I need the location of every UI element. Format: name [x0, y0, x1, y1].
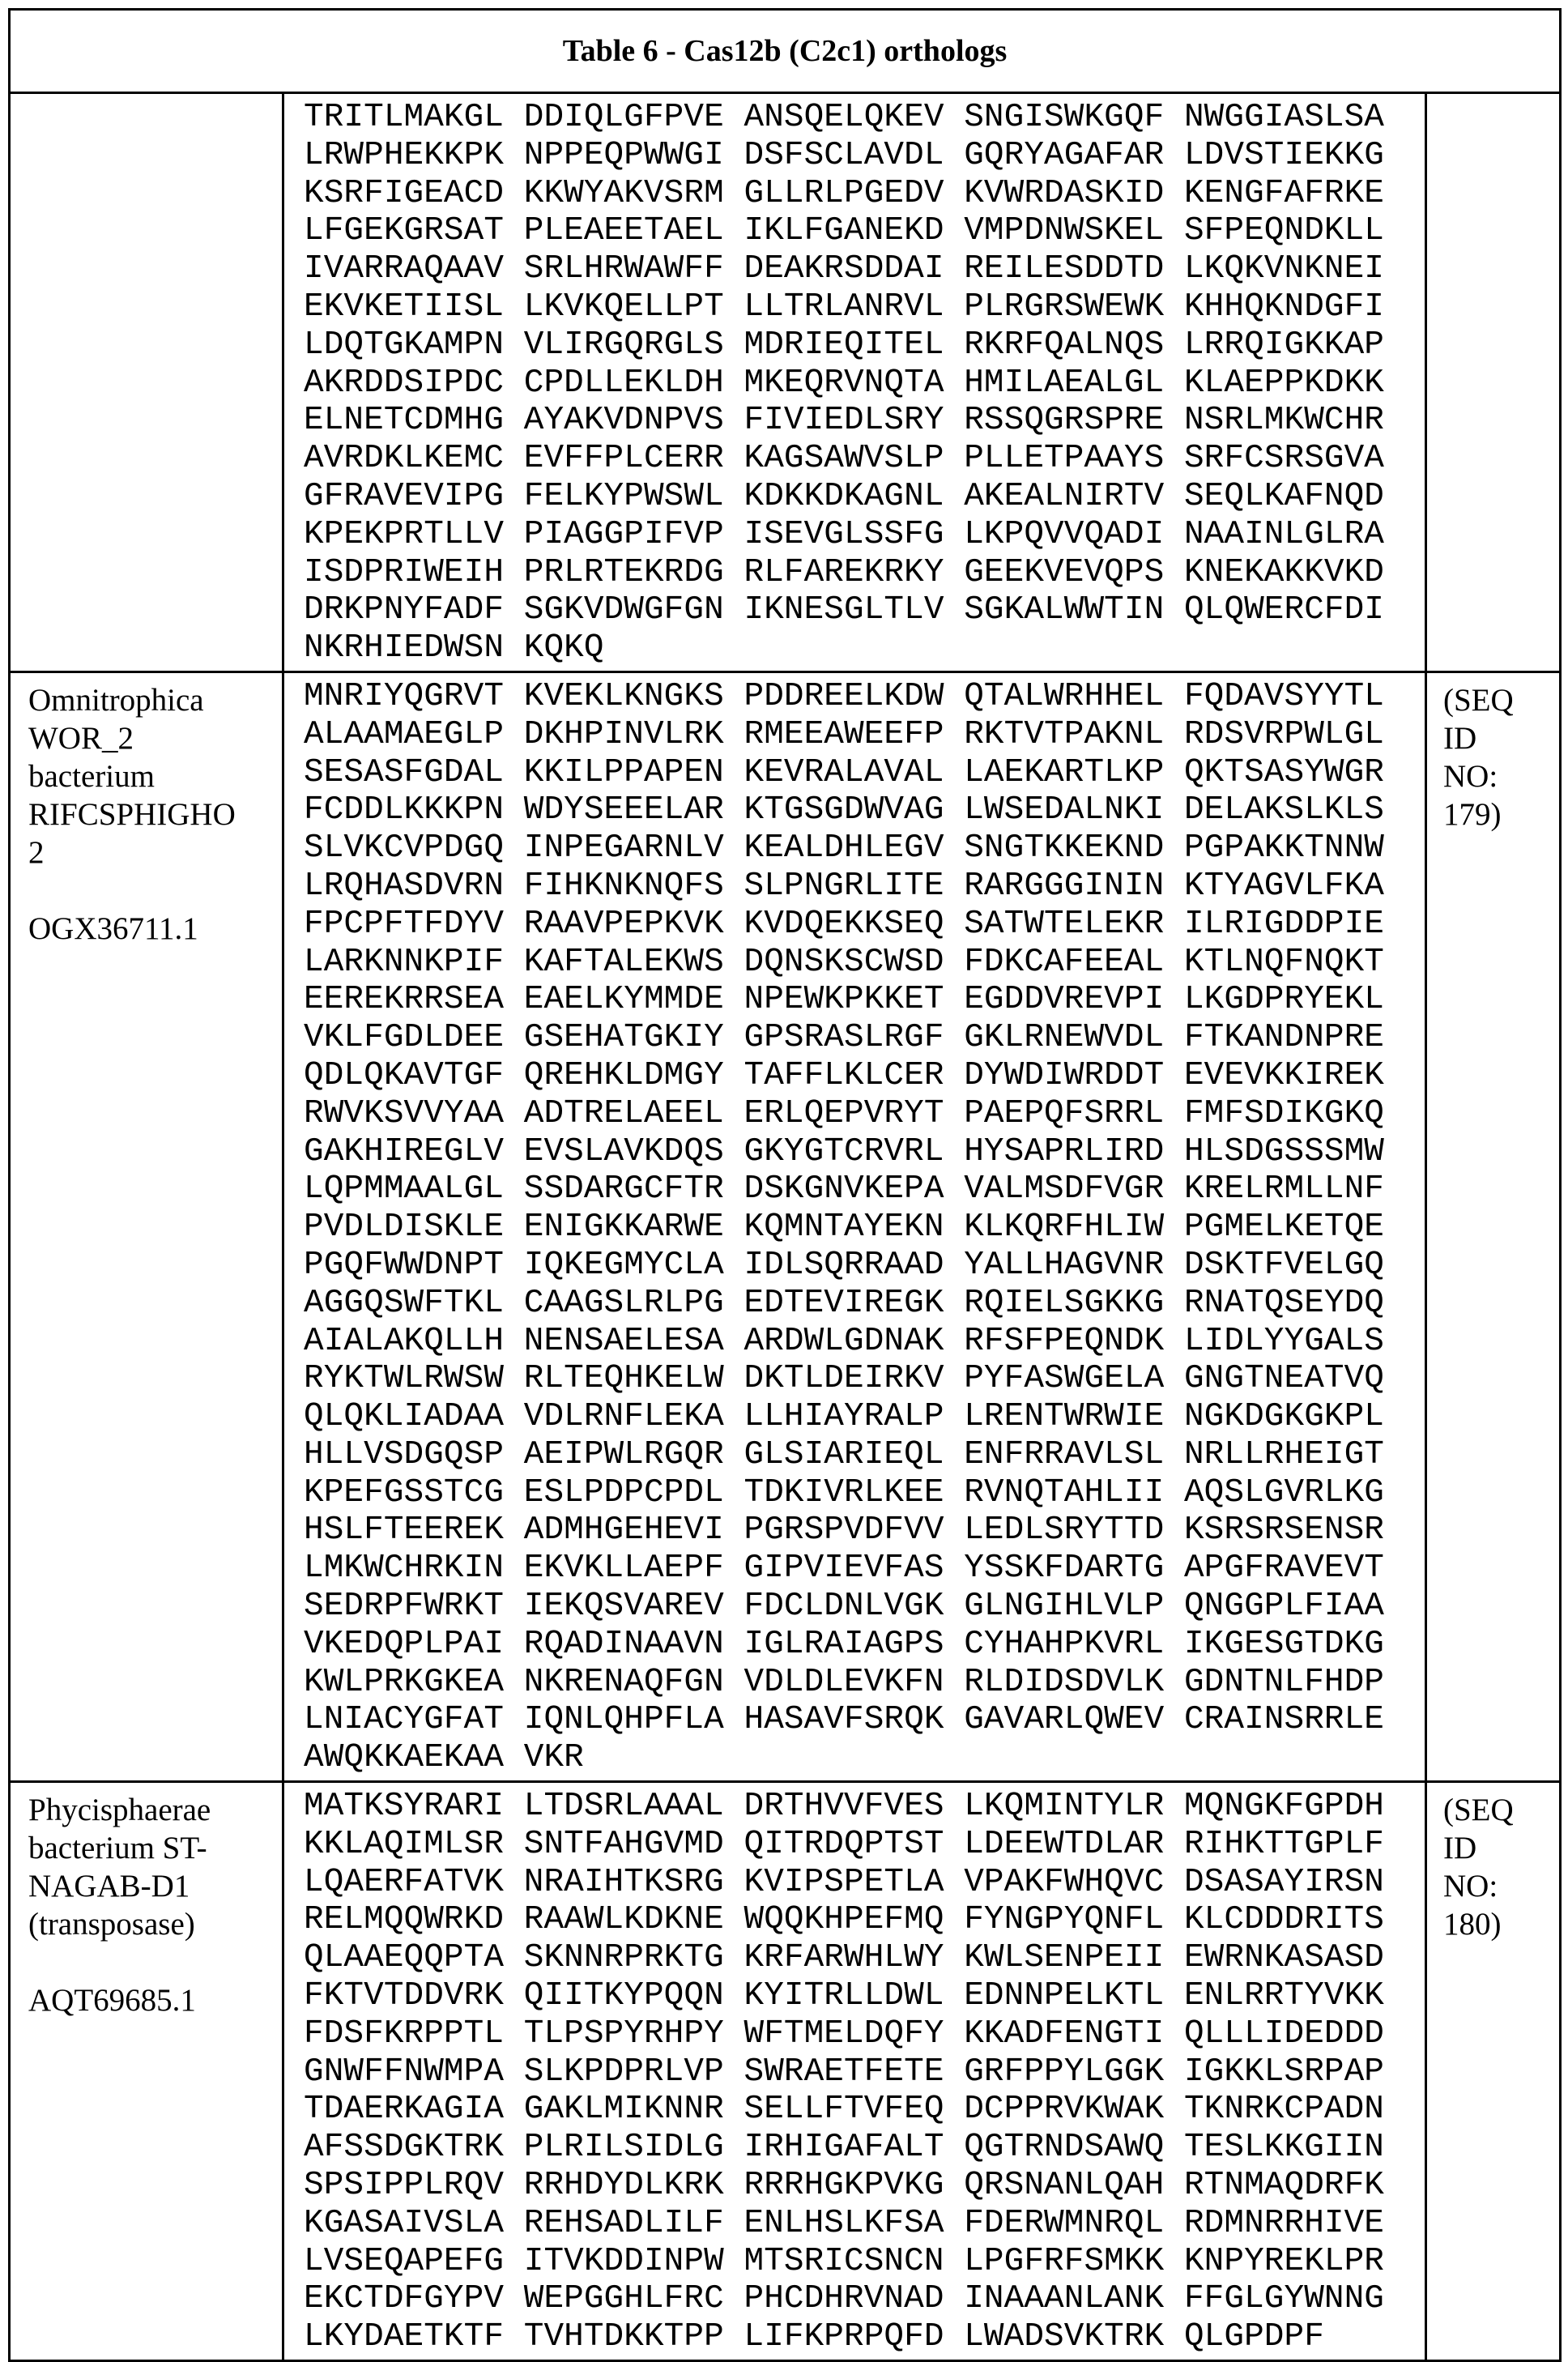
seq-id-line: NO:: [1443, 757, 1554, 795]
organism-cell: [10, 672, 283, 1781]
spacer: [28, 1943, 275, 1981]
sequence-line: AGGQSWFTKL CAAGSLRLPG EDTEVIREGK RQIELSGKKG RNATQSEYDQ: [304, 1285, 1425, 1323]
seq-id-cell: [1426, 672, 1561, 1781]
seq-id-cell: [1426, 93, 1561, 672]
organism-name-line: (transposase): [28, 1905, 275, 1943]
sequence-line: DRKPNYFADF SGKVDWGFGN IKNESGLTLV SGKALWWTIN QLQWERCFDI: [304, 591, 1425, 629]
sequence-line: ELNETCDMHG AYAKVDNPVS FIVIEDLSRY RSSQGRSPRE NSRLMKWCHR: [304, 402, 1425, 440]
sequence-line: VKLFGDLDEE GSEHATGKIY GPSRASLRGF GKLRNEWVDL FTKANDNPRE: [304, 1019, 1425, 1057]
table-row: [10, 1782, 1561, 2361]
sequence-line: GNWFFNWMPA SLKPDPRLVP SWRAETFETE GRFPPYLGGK IGKKLSRPAP: [304, 2053, 1425, 2091]
accession-number: OGX36711.1: [28, 910, 275, 948]
sequence-line: AVRDKLKEMC EVFFPLCERR KAGSAWVSLP PLLETPAAYS SRFCSRSGVA: [304, 440, 1425, 478]
sequence-line: MNRIYQGRVT KVEKLKNGKS PDDREELKDW QTALWRHHEL FQDAVSYYTL: [304, 678, 1425, 716]
sequence-line: FCDDLKKKPN WDYSEEELAR KTGSGDWVAG LWSEDALNKI DELAKSLKLS: [304, 791, 1425, 829]
sequence-line: LDQTGKAMPN VLIRGQRGLS MDRIEQITEL RKRFQALNQS LRRQIGKKAP: [304, 326, 1425, 365]
sequence-line: KSRFIGEACD KKWYAKVSRM GLLRLPGEDV KVWRDASKID KENGFAFRKE: [304, 175, 1425, 213]
sequence-line: MATKSYRARI LTDSRLAAAL DRTHVVFVES LKQMINTYLR MQNGKFGPDH: [304, 1788, 1425, 1826]
table-title-row: [10, 10, 1561, 93]
sequence-line: EEREKRRSEA EAELKYMMDE NPEWKPKKET EGDDVREVPI LKGDPRYEKL: [304, 981, 1425, 1019]
sequence-line: FPCPFTFDYV RAAVPEPKVK KVDQEKKSEQ SATWTELEKR ILRIGDDPIE: [304, 906, 1425, 944]
table-body: [10, 93, 1561, 2361]
organism-cell: [10, 93, 283, 672]
sequence-line: SESASFGDAL KKILPPAPEN KEVRALAVAL LAEKARTLKP QKTSASYWGR: [304, 754, 1425, 792]
sequence-line: KWLPRKGKEA NKRENAQFGN VDLDLEVKFN RLDIDSDVLK GDNTNLFHDP: [304, 1664, 1425, 1702]
accession-number: AQT69685.1: [28, 1981, 275, 2019]
sequence-line: AWQKKAEKAA VKR: [304, 1739, 1425, 1777]
sequence-line: SPSIPPLRQV RRHDYDLKRK RRRHGKPVKG QRSNANLQAH RTNMAQDRFK: [304, 2167, 1425, 2205]
sequence-line: AIALAKQLLH NENSAELESA ARDWLGDNAK RFSFPEQNDK LIDLYYGALS: [304, 1323, 1425, 1361]
organism-name-line: Phycisphaerae: [28, 1791, 275, 1829]
sequence-line: FDSFKRPPTL TLPSPYRHPY WFTMELDQFY KKADFENGTI QLLLIDEDDD: [304, 2015, 1425, 2053]
sequence-line: NKRHIEDWSN KQKQ: [304, 629, 1425, 667]
sequence-line: HLLVSDGQSP AEIPWLRGQR GLSIARIEQL ENFRRAVLSL NRLLRHEIGT: [304, 1436, 1425, 1474]
sequence-line: EKVKETIISL LKVKQELLPT LLTRLANRVL PLRGRSWEWK KHHQKNDGFI: [304, 288, 1425, 326]
cas12b-orthologs-table: [8, 8, 1562, 2362]
sequence-line: ALAAMAEGLP DKHPINVLRK RMEEAWEEFP RKTVTPAKNL RDSVRPWLGL: [304, 716, 1425, 754]
sequence-line: LFGEKGRSAT PLEAEETAEL IKLFGANEKD VMPDNWSKEL SFPEQNDKLL: [304, 212, 1425, 250]
sequence-line: LQAERFATVK NRAIHTKSRG KVIPSPETLA VPAKFWHQVC DSASAYIRSN: [304, 1864, 1425, 1902]
seq-id-line: (SEQ: [1443, 681, 1554, 719]
organism-name-line: RIFCSPHIGHO: [28, 795, 275, 834]
sequence-line: LKYDAETKTF TVHTDKKTPP LIFKPRPQFD LWADSVKTRK QLGPDPF: [304, 2318, 1425, 2356]
seq-id-line: 179): [1443, 795, 1554, 834]
sequence-line: AFSSDGKTRK PLRILSIDLG IRHIGAFALT QGTRNDSAWQ TESLKKGIIN: [304, 2129, 1425, 2167]
sequence-line: PGQFWWDNPT IQKEGMYCLA IDLSQRRAAD YALLHAGVNR DSKTFVELGQ: [304, 1247, 1425, 1285]
sequence-line: SEDRPFWRKT IEKQSVAREV FDCLDNLVGK GLNGIHLVLP QNGGPLFIAA: [304, 1588, 1425, 1626]
sequence-line: EKCTDFGYPV WEPGGHLFRC PHCDHRVNAD INAAANLANK FFGLGYWNNG: [304, 2280, 1425, 2318]
organism-cell: [10, 1782, 283, 2361]
seq-id-line: 180): [1443, 1905, 1554, 1943]
sequence-cell: [283, 1782, 1426, 2361]
sequence-line: IVARRAQAAV SRLHRWAWFF DEAKRSDDAI REILESDDTD LKQKVNKNEI: [304, 250, 1425, 288]
sequence-line: LNIACYGFAT IQNLQHPFLA HASAVFSRQK GAVARLQWEV CRAINSRRLE: [304, 1701, 1425, 1739]
organism-name-line: Omnitrophica: [28, 681, 275, 719]
sequence-line: KKLAQIMLSR SNTFAHGVMD QITRDQPTST LDEEWTDLAR RIHKTTGPLF: [304, 1826, 1425, 1864]
sequence-cell: [283, 672, 1426, 1781]
sequence-line: KGASAIVSLA REHSADLILF ENLHSLKFSA FDERWMNRQL RDMNRRHIVE: [304, 2205, 1425, 2243]
sequence-line: VKEDQPLPAI RQADINAAVN IGLRAIAGPS CYHAHPKVRL IKGESGTDKG: [304, 1626, 1425, 1664]
table-row: [10, 93, 1561, 672]
sequence-line: FKTVTDDVRK QIITKYPQQN KYITRLLDWL EDNNPELKTL ENLRRTYVKK: [304, 1977, 1425, 2015]
sequence-line: GFRAVEVIPG FELKYPWSWL KDKKDKAGNL AKEALNIRTV SEQLKAFNQD: [304, 478, 1425, 516]
organism-name-line: 2: [28, 834, 275, 872]
table-title: Table 6 - Cas12b (C2c1) orthologs: [10, 10, 1561, 93]
table-row: [10, 672, 1561, 1781]
sequence-line: RWVKSVVYAA ADTRELAEEL ERLQEPVRYT PAEPQFSRRL FMFSDIKGKQ: [304, 1095, 1425, 1133]
organism-name-line: NAGAB-D1: [28, 1867, 275, 1905]
seq-id-line: NO:: [1443, 1867, 1554, 1905]
sequence-line: TDAERKAGIA GAKLMIKNNR SELLFTVFEQ DCPPRVKWAK TKNRKCPADN: [304, 2091, 1425, 2129]
sequence-line: QLQKLIADAA VDLRNFLEKA LLHIAYRALP LRENTWRWIE NGKDGKGKPL: [304, 1398, 1425, 1436]
sequence-line: QDLQKAVTGF QREHKLDMGY TAFFLKLCER DYWDIWRDDT EVEVKKIREK: [304, 1057, 1425, 1095]
sequence-line: ISDPRIWEIH PRLRTEKRDG RLFAREKRKY GEEKVEVQPS KNEKAKKVKD: [304, 554, 1425, 592]
seq-id-line: ID: [1443, 1829, 1554, 1867]
seq-id-line: ID: [1443, 719, 1554, 757]
sequence-line: SLVKCVPDGQ INPEGARNLV KEALDHLEGV SNGTKKEKND PGPAKKTNNW: [304, 829, 1425, 868]
sequence-line: LRWPHEKKPK NPPEQPWWGI DSFSCLAVDL GQRYAGAFAR LDVSTIEKKG: [304, 137, 1425, 175]
sequence-line: TRITLMAKGL DDIQLGFPVE ANSQELQKEV SNGISWKGQF NWGGIASLSA: [304, 99, 1425, 137]
sequence-line: LMKWCHRKIN EKVKLLAEPF GIPVIEVFAS YSSKFDARTG APGFRAVEVT: [304, 1550, 1425, 1588]
spacer: [28, 872, 275, 910]
sequence-line: RYKTWLRWSW RLTEQHKELW DKTLDEIRKV PYFASWGELA GNGTNEATVQ: [304, 1360, 1425, 1398]
sequence-cell: [283, 93, 1426, 672]
sequence-line: AKRDDSIPDC CPDLLEKLDH MKEQRVNQTA HMILAEALGL KLAEPPKDKK: [304, 365, 1425, 403]
seq-id-line: (SEQ: [1443, 1791, 1554, 1829]
organism-name-line: WOR_2: [28, 719, 275, 757]
sequence-line: KPEFGSSTCG ESLPDPCPDL TDKIVRLKEE RVNQTAHLII AQSLGVRLKG: [304, 1474, 1425, 1512]
sequence-line: KPEKPRTLLV PIAGGPIFVP ISEVGLSSFG LKPQVVQADI NAAINLGLRA: [304, 516, 1425, 554]
sequence-line: GAKHIREGLV EVSLAVKDQS GKYGTCRVRL HYSAPRLIRD HLSDGSSSMW: [304, 1133, 1425, 1171]
seq-id-cell: [1426, 1782, 1561, 2361]
organism-name-line: bacterium ST-: [28, 1829, 275, 1867]
sequence-line: LVSEQAPEFG ITVKDDINPW MTSRICSNCN LPGFRFSMKK KNPYREKLPR: [304, 2243, 1425, 2281]
organism-name-line: bacterium: [28, 757, 275, 795]
sequence-line: LQPMMAALGL SSDARGCFTR DSKGNVKEPA VALMSDFVGR KRELRMLLNF: [304, 1170, 1425, 1209]
sequence-line: PVDLDISKLE ENIGKKARWE KQMNTAYEKN KLKQRFHLIW PGMELKETQE: [304, 1209, 1425, 1247]
sequence-line: HSLFTEEREK ADMHGEHEVI PGRSPVDFVV LEDLSRYTTD KSRSRSENSR: [304, 1511, 1425, 1550]
sequence-line: LRQHASDVRN FIHKNKNQFS SLPNGRLITE RARGGGININ KTYAGVLFKA: [304, 868, 1425, 906]
sequence-line: LARKNNKPIF KAFTALEKWS DQNSKSCWSD FDKCAFEEAL KTLNQFNQKT: [304, 944, 1425, 982]
sequence-line: RELMQQWRKD RAAWLKDKNE WQQKHPEFMQ FYNGPYQNFL KLCDDDRITS: [304, 1901, 1425, 1939]
sequence-line: QLAAEQQPTA SKNNRPRKTG KRFARWHLWY KWLSENPEII EWRNKASASD: [304, 1939, 1425, 1977]
